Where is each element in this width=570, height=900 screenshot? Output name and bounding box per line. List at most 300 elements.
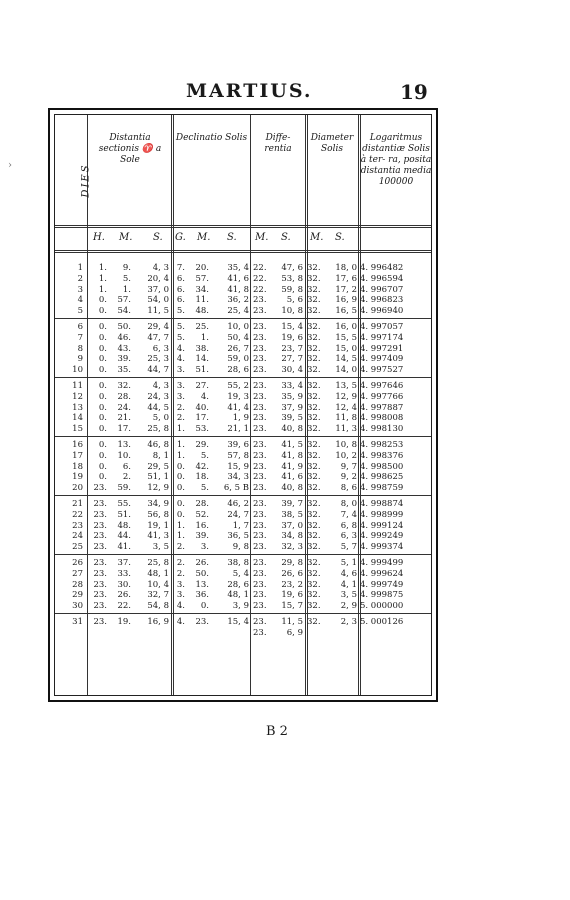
table-cell: 4. 998625 [360,472,404,483]
table-cell: 5, 6 [286,295,303,306]
table-cell: 0. [98,450,107,461]
table-cell: 4. 998874 [360,499,404,509]
table-cell: 35, 9 [281,391,303,402]
table-cell: 32. [307,499,321,509]
table-cell: 23. [253,617,267,627]
table-cell: 50. [195,568,209,579]
table-cell: 20 [72,483,83,494]
table-cell: 26. [195,558,209,568]
table-cell: 4. 998500 [360,461,404,472]
table-cell: 29 [72,590,83,601]
table-cell: 5. [176,322,185,332]
group-rule [55,554,431,555]
page-number: 19 [400,80,428,104]
table-cell: 3 [77,284,83,295]
table-cell: 32. [307,273,321,284]
table-cell: 41, 3 [147,531,169,542]
table-cell: 10, 0 [227,322,249,332]
table-cell: 34, 9 [147,499,169,509]
header-rule [55,225,431,228]
table-cell: 4. 999875 [360,590,404,601]
table-cell: 23. [253,343,267,354]
table-cell: 27 [72,568,83,579]
table-cell: 32. [307,531,321,542]
table-cell: 9, 7 [340,461,357,472]
table-cell: 1. [98,284,107,295]
table-cell: 54, 0 [147,295,169,306]
table-cell: 4, 3 [152,263,169,273]
table-cell: 32. [307,590,321,601]
table-cell: 23. [93,531,107,542]
table-cell: 16, 9 [147,617,169,627]
table-cell: 8, 1 [152,450,169,461]
table-cell: 23 [72,520,83,531]
table-cell: 19, 1 [147,520,169,531]
table-cell: 23. [253,509,267,520]
table-cell: 4. 997057 [360,322,404,332]
group-rule [55,613,431,614]
header-diameter: Diameter Solis [310,133,354,154]
table-cell: 7. [176,263,185,273]
table-cell: 0. [98,354,107,365]
table-cell: 23. [93,601,107,612]
table-cell: 1, 7 [232,520,249,531]
table-cell: 5. [200,450,209,461]
table-cell: 23. [253,461,267,472]
table-cell: 4. [176,601,185,612]
table-cell: 3. [176,391,185,402]
table-cell: 2. [176,402,185,413]
table-cell: 44. [117,531,131,542]
table-cell: 34, 3 [227,472,249,483]
table-cell: 23. [93,520,107,531]
table-cell: 39. [195,531,209,542]
subheader-g: G. [175,232,186,243]
table-cell: 29, 5 [147,461,169,472]
table-cell: 6, 9 [286,627,303,638]
table-cell: 0. [98,461,107,472]
table-cell: 11, 5 [281,617,303,627]
table-cell: 22. [117,601,131,612]
table-cell: 10, 8 [335,440,357,450]
table-cell: 32. [307,402,321,413]
table-cell: 4. 997174 [360,332,404,343]
table-cell: 24, 7 [227,509,249,520]
table-cell: 15, 7 [281,601,303,612]
table-cell: 1. [98,273,107,284]
table-cell: 37, 0 [281,520,303,531]
table-cell: 25. [195,322,209,332]
table-cell: 15, 0 [335,343,357,354]
table-cell: 11, 5 [147,306,169,317]
table-cell: 32. [307,365,321,376]
table-cell: 6. [176,284,185,295]
table-cell: 23. [253,472,267,483]
table-cell: 13. [117,440,131,450]
table-cell: 48. [195,306,209,317]
col-rule [87,115,88,695]
table-cell: 41, 9 [281,461,303,472]
table-cell: 12, 9 [335,391,357,402]
table-cell: 23. [253,590,267,601]
table-cell: 24, 3 [147,391,169,402]
table-cell: 21. [117,413,131,424]
table-cell: 10, 2 [335,450,357,461]
table-cell: 3. [176,590,185,601]
table-cell: 0. [98,322,107,332]
table-cell: 42. [195,461,209,472]
table-cell: 23. [253,450,267,461]
table-cell: 5 [77,306,83,317]
table-cell: 12 [72,391,83,402]
table-cell: 6. [176,295,185,306]
table-cell: 25, 8 [147,558,169,568]
table-cell: 48. [117,520,131,531]
table-cell: 1 [77,263,83,273]
table-cell: 57. [195,273,209,284]
table-cell: 38, 5 [281,509,303,520]
table-cell: 6 [77,322,83,332]
table-cell: 4. 997646 [360,381,404,391]
table-cell: 4, 1 [340,579,357,590]
table-cell: 0. [176,461,185,472]
table-cell: 15, 4 [227,617,249,627]
table-cell: 2. [176,568,185,579]
table-cell: 23. [93,542,107,553]
table-cell: 2. [122,472,131,483]
table-cell: 19. [117,617,131,627]
table-cell: 4. 997527 [360,365,404,376]
table-cell: 10. [117,450,131,461]
table-cell: 23. [253,306,267,317]
table-cell: 48, 1 [227,590,249,601]
table-cell: 1. [122,284,131,295]
table-cell: 32. [307,413,321,424]
table-cell: 21, 1 [227,424,249,435]
table-cell: 30, 4 [281,365,303,376]
table-cell: 46. [117,332,131,343]
subheader-rule [55,250,431,253]
table-cell: 1, 9 [232,413,249,424]
table-cell: 23. [93,568,107,579]
table-cell: 8, 0 [340,499,357,509]
subheader-s: S. [153,232,163,243]
table-cell: 0. [98,332,107,343]
table-cell: 4. 996707 [360,284,404,295]
table-cell: 26 [72,558,83,568]
table-cell: 37. [117,558,131,568]
table-cell: 52. [195,509,209,520]
table-cell: 9 [77,354,83,365]
table-cell: 0. [200,601,209,612]
table-cell: 3. [176,365,185,376]
table-cell: 27. [195,381,209,391]
table-cell: 9. [122,263,131,273]
table-cell: 4. 996823 [360,295,404,306]
table-cell: 34, 8 [281,531,303,542]
table-cell: 18 [72,461,83,472]
table-cell: 11, 8 [335,413,357,424]
table-cell: 32, 3 [281,542,303,553]
table-grid [54,114,432,696]
table-cell: 53. [195,424,209,435]
table-cell: 57, 8 [227,450,249,461]
table-cell: 16, 9 [335,295,357,306]
table-cell: 23. [253,332,267,343]
table-cell: 23. [93,499,107,509]
table-cell: 32. [307,558,321,568]
table-cell: 6, 3 [340,531,357,542]
table-cell: 19, 6 [281,332,303,343]
table-cell: 19 [72,472,83,483]
table-cell: 23. [253,381,267,391]
table-cell: 33. [117,568,131,579]
table-cell: 0. [98,391,107,402]
table-cell: 10, 8 [281,306,303,317]
table-cell: 15, 4 [281,322,303,332]
table-cell: 11 [72,381,83,391]
table-cell: 55. [117,499,131,509]
table-cell: 3. [176,381,185,391]
table-cell: 39, 5 [281,413,303,424]
table-cell: 16, 0 [335,322,357,332]
table-cell: 4. 998999 [360,509,404,520]
table-cell: 46, 8 [147,440,169,450]
table-cell: 32. [307,461,321,472]
table-cell: 32. [307,579,321,590]
table-cell: 23. [253,440,267,450]
table-cell: 30. [117,579,131,590]
table-cell: 23. [253,601,267,612]
table-cell: 0. [176,483,185,494]
table-cell: 23. [253,322,267,332]
table-cell: 32. [307,509,321,520]
table-cell: 38. [195,343,209,354]
table-cell: 23. [253,295,267,306]
table-cell: 0. [98,365,107,376]
table-cell: 4. [200,391,209,402]
table-cell: 6. [122,461,131,472]
table-cell: 16 [72,440,83,450]
table-cell: 23. [253,579,267,590]
table-cell: 32. [307,520,321,531]
header-declinatio: Declinatio Solis [175,133,248,143]
table-cell: 40. [195,402,209,413]
table-cell: 4. 996594 [360,273,404,284]
table-cell: 55, 2 [227,381,249,391]
table-cell: 2, 9 [340,601,357,612]
table-cell: 2 [77,273,83,284]
subheader-m: M. [197,232,211,243]
group-rule [55,495,431,496]
table-cell: 48, 1 [147,568,169,579]
table-cell: 4. 998008 [360,413,404,424]
table-cell: 1. [200,332,209,343]
table-cell: 37, 9 [281,402,303,413]
table-cell: 5, 1 [340,558,357,568]
table-cell: 23. [93,558,107,568]
table-cell: 7 [77,332,83,343]
table-cell: 29. [195,440,209,450]
table-cell: 4, 6 [340,568,357,579]
subheader-s: S. [335,232,345,243]
table-cell: 14. [195,354,209,365]
table-cell: 4. 996482 [360,263,404,273]
table-cell: 0. [98,424,107,435]
table-cell: 11, 3 [335,424,357,435]
table-cell: 28 [72,579,83,590]
table-cell: 23. [93,617,107,627]
table-cell: 47, 7 [147,332,169,343]
subheader-h: H. [93,232,105,243]
group-rule [55,436,431,437]
table-cell: 29, 4 [147,322,169,332]
table-cell: 2. [176,413,185,424]
table-cell: 32. [307,450,321,461]
subheader-s: S. [227,232,237,243]
table-cell: 46, 2 [227,499,249,509]
table-cell: 14, 0 [335,365,357,376]
table-cell: 23. [195,617,209,627]
table-cell: 32. [307,440,321,450]
table-cell: 0. [176,509,185,520]
table-cell: 0. [176,472,185,483]
table-cell: 36, 2 [227,295,249,306]
margin-mark: › [8,160,12,171]
table-cell: 2. [176,542,185,553]
group-rule [55,318,431,319]
table-cell: 1. [98,263,107,273]
table-cell: 1. [176,424,185,435]
table-cell: 15 [72,424,83,435]
table-cell: 40, 8 [281,483,303,494]
table-cell: 4. [176,617,185,627]
table-cell: 51. [195,365,209,376]
table-cell: 3, 5 [152,542,169,553]
table-cell: 2. [176,558,185,568]
table-cell: 4. 997409 [360,354,404,365]
table-cell: 24. [117,402,131,413]
table-cell: 0. [98,295,107,306]
table-cell: 23. [253,542,267,553]
table-cell: 7, 4 [340,509,357,520]
table-cell: 32. [307,284,321,295]
table-cell: 23. [253,531,267,542]
table-cell: 4. 998376 [360,450,404,461]
table-cell: 23. [253,499,267,509]
table-cell: 5. [176,332,185,343]
table-cell: 25 [72,542,83,553]
table-cell: 23. [93,590,107,601]
table-cell: 18. [195,472,209,483]
table-cell: 4. 999374 [360,542,404,553]
group-rule [55,377,431,378]
table-cell: 8, 6 [340,483,357,494]
subheader-m: M. [255,232,269,243]
table-cell: 23. [253,424,267,435]
table-cell: 23. [93,483,107,494]
table-cell: 31 [72,617,83,627]
table-cell: 32. [307,306,321,317]
table-cell: 32. [307,472,321,483]
table-cell: 23. [253,627,267,638]
table-cell: 14 [72,413,83,424]
table-cell: 4. 998130 [360,424,404,435]
table-cell: 26, 7 [227,343,249,354]
table-cell: 28. [195,499,209,509]
table-cell: 2, 3 [340,617,357,627]
table-cell: 23. [253,354,267,365]
header-logarithmus: Logaritmus distantiæ Solis à ter- ra, posita distantia media 100000 [360,133,432,187]
table-cell: 59. [117,483,131,494]
header-dies: DIES [80,163,92,198]
table-cell: 3. [176,579,185,590]
table-cell: 32. [307,542,321,553]
table-cell: 4. [176,343,185,354]
signature-mark: B 2 [266,724,288,739]
table-cell: 35. [117,365,131,376]
col-rule [250,115,251,695]
table-cell: 36. [195,590,209,601]
table-cell: 32. [307,391,321,402]
table-cell: 14, 5 [335,354,357,365]
table-cell: 53, 8 [281,273,303,284]
table-cell: 41. [117,542,131,553]
table-cell: 18, 0 [335,263,357,273]
table-cell: 35, 4 [227,263,249,273]
header-differentia: Diffe- rentia [264,133,292,154]
table-cell: 4. 997766 [360,391,404,402]
table-cell: 22. [253,284,267,295]
table-cell: 4. 999249 [360,531,404,542]
table-cell: 4. [176,354,185,365]
table-cell: 23. [253,520,267,531]
table-cell: 32. [307,263,321,273]
table-cell: 1. [176,440,185,450]
table-cell: 41, 6 [281,472,303,483]
table-cell: 41, 8 [281,450,303,461]
table-cell: 4. 999749 [360,579,404,590]
table-cell: 23. [253,402,267,413]
table-cell: 56, 8 [147,509,169,520]
table-cell: 28. [117,391,131,402]
table-cell: 0. [98,472,107,483]
table-cell: 15, 9 [227,461,249,472]
table-cell: 38, 8 [227,558,249,568]
table-cell: 23. [93,509,107,520]
table-cell: 4. 997887 [360,402,404,413]
table-cell: 23. [253,568,267,579]
table-cell: 23, 7 [281,343,303,354]
table-cell: 17, 6 [335,273,357,284]
table-cell: 10 [72,365,83,376]
table-cell: 0. [98,381,107,391]
table-cell: 43. [117,343,131,354]
table-cell: 39, 6 [227,440,249,450]
page-title: MARTIUS. [186,80,313,102]
table-cell: 17, 2 [335,284,357,295]
table-cell: 4. 999124 [360,520,404,531]
table-cell: 40, 8 [281,424,303,435]
table-cell: 4. 998253 [360,440,404,450]
table-cell: 27, 7 [281,354,303,365]
table-cell: 4. 999499 [360,558,404,568]
table-cell: 5. [122,273,131,284]
table-cell: 30 [72,601,83,612]
table-cell: 54. [117,306,131,317]
table-cell: 17 [72,450,83,461]
table-cell: 32. [307,568,321,579]
